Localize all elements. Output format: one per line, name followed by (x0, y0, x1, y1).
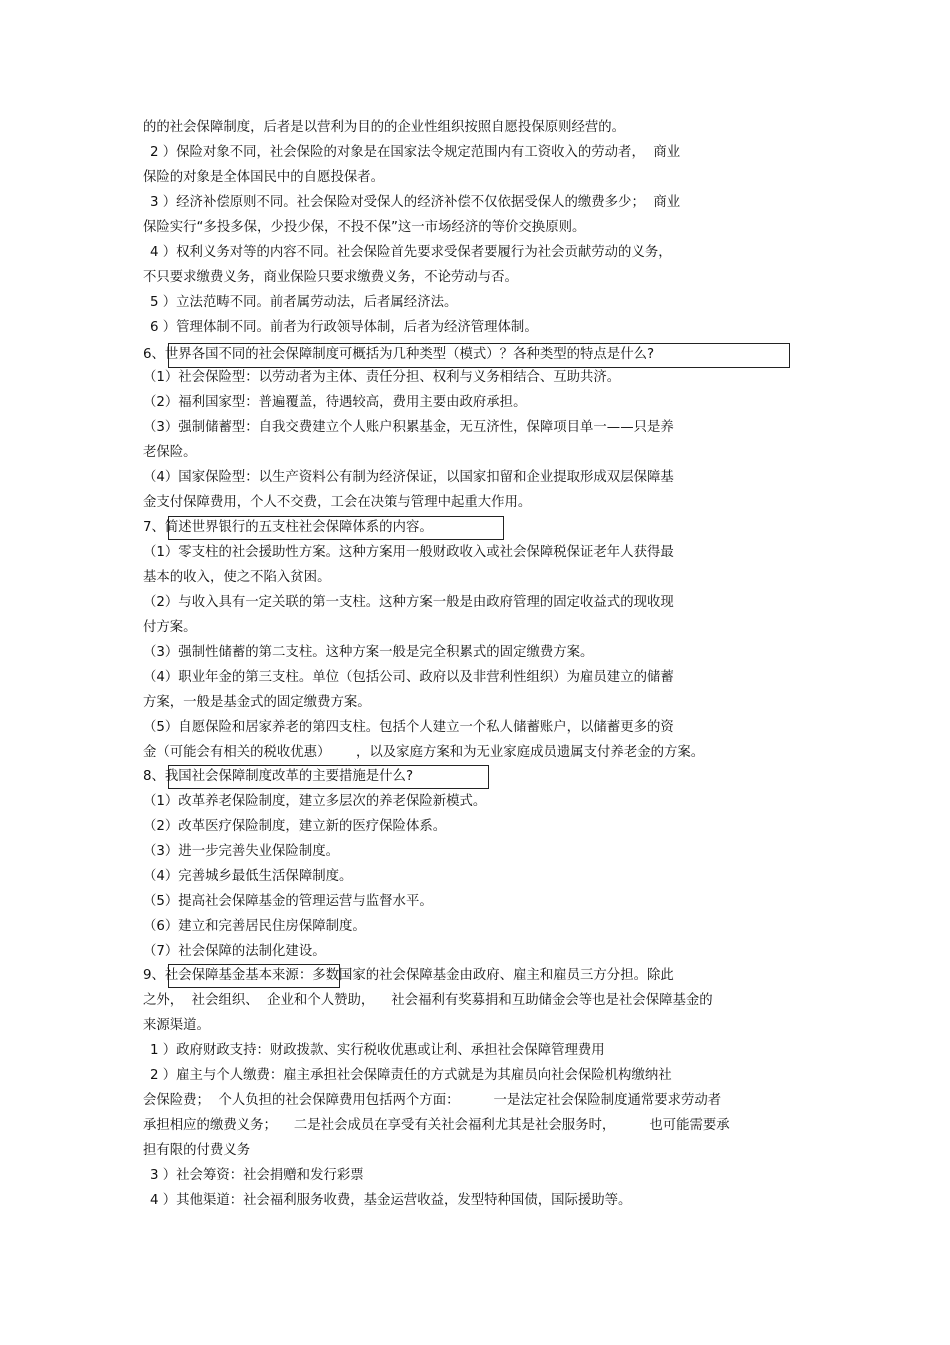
text-line: 4 ）其他渠道：社会福利服务收费，基金运营收益，发型特种国债，国际援助等。 (150, 1193, 632, 1208)
text-line: 方案，一般是基金式的固定缴费方案。 (143, 695, 371, 710)
text-line: （3）强制性储蓄的第二支柱。这种方案一般是完全积累式的固定缴费方案。 (143, 645, 594, 660)
text-line: （1）改革养老保险制度，建立多层次的养老保险新模式。 (143, 794, 487, 809)
text-line: 6 ）管理体制不同。前者为行政领导体制，后者为经济管理体制。 (150, 320, 538, 335)
text-line: （1）零支柱的社会援助性方案。这种方案用一般财政收入或社会保障税保证老年人获得最 (143, 545, 674, 560)
question-heading: 7、简述世界银行的五支柱社会保障体系的内容。 (143, 520, 433, 535)
text-line: （6）建立和完善居民住房保障制度。 (143, 919, 366, 934)
text-line: （7）社会保障的法制化建设。 (143, 944, 326, 959)
text-line: 担有限的付费义务 (143, 1143, 251, 1158)
text-line: 1 ）政府财政支持：财政拨款、实行税收优惠或让利、承担社会保障管理费用 (150, 1043, 605, 1058)
text-line: （3）强制储蓄型：自我交费建立个人账户积累基金，无互济性，保障项目单一——只是养 (143, 420, 674, 435)
text-line: （2）福利国家型：普遍覆盖，待遇较高，费用主要由政府承担。 (143, 395, 527, 410)
text-line: 基本的收入，使之不陷入贫困。 (143, 570, 331, 585)
text-line: 保险实行“多投多保，少投少保，不投不保”这一市场经济的等价交换原则。 (143, 220, 586, 235)
text-line: （2）与收入具有一定关联的第一支柱。这种方案一般是由政府管理的固定收益式的现收现 (143, 595, 674, 610)
text-line: 保险的对象是全体国民中的自愿投保者。 (143, 170, 385, 185)
text-line: 的的社会保障制度，后者是以营利为目的的企业性组织按照自愿投保原则经营的。 (143, 120, 626, 135)
text-line: （5）提高社会保障基金的管理运营与监督水平。 (143, 894, 433, 909)
text-line: 付方案。 (143, 620, 197, 635)
text-line: 2 ）雇主与个人缴费：雇主承担社会保障责任的方式就是为其雇员向社会保险机构缴纳社 (150, 1068, 672, 1083)
text-line: 3 ）经济补偿原则不同。社会保险对受保人的经济补偿不仅依据受保人的缴费多少； 商业 (150, 195, 681, 210)
text-line: 5 ）立法范畴不同。前者属劳动法，后者属经济法。 (150, 295, 458, 310)
text-line: 会保险费； 个人负担的社会保障费用包括两个方面： 一是法定社会保险制度通常要求劳动者 (143, 1093, 722, 1108)
text-line: 之外， 社会组织、 企业和个人赞助， 社会福利有奖募捐和互助储金会等也是社会保障基金的 (143, 993, 713, 1008)
text-line: 不只要求缴费义务，商业保险只要求缴费义务，不论劳动与否。 (143, 270, 518, 285)
text-line: （2）改革医疗保险制度，建立新的医疗保险体系。 (143, 819, 447, 834)
text-line: （4）国家保险型：以生产资料公有制为经济保证，以国家扣留和企业提取形成双层保障基 (143, 470, 674, 485)
text-line: （4）职业年金的第三支柱。单位（包括公司、政府以及非营利性组织）为雇员建立的储蓄 (143, 670, 674, 685)
text-line: （3）进一步完善失业保险制度。 (143, 844, 339, 859)
text-line: 2 ）保险对象不同，社会保险的对象是在国家法令规定范围内有工资收入的劳动者， 商业 (150, 145, 681, 160)
text-line: 4 ）权利义务对等的内容不同。社会保险首先要求受保者要履行为社会贡献劳动的义务， (150, 245, 672, 260)
text-line: （1）社会保险型：以劳动者为主体、责任分担、权利与义务相结合、互助共济。 (143, 370, 621, 385)
text-line: （5）自愿保险和居家养老的第四支柱。包括个人建立一个私人储蓄账户，以储蓄更多的资 (143, 720, 674, 735)
question-heading: 6、世界各国不同的社会保障制度可概括为几种类型（模式）？各种类型的特点是什么? (143, 347, 655, 362)
text-line: 老保险。 (143, 445, 197, 460)
text-line: 承担相应的缴费义务； 二是社会成员在享受有关社会福利尤其是社会服务时， 也可能需要承 (143, 1118, 730, 1133)
text-line: （4）完善城乡最低生活保障制度。 (143, 869, 353, 884)
question-heading: 9、社会保障基金基本来源：多数国家的社会保障基金由政府、雇主和雇员三方分担。除此 (143, 968, 674, 983)
text-line: 3 ）社会筹资：社会捐赠和发行彩票 (150, 1168, 364, 1183)
question-heading: 8、我国社会保障制度改革的主要措施是什么? (143, 769, 414, 784)
text-line: 金支付保障费用，个人不交费，工会在决策与管理中起重大作用。 (143, 495, 532, 510)
text-line: 金（可能会有相关的税收优惠） ，以及家庭方案和为无业家庭成员遗属支付养老金的方案。 (143, 745, 705, 760)
text-line: 来源渠道。 (143, 1018, 210, 1033)
